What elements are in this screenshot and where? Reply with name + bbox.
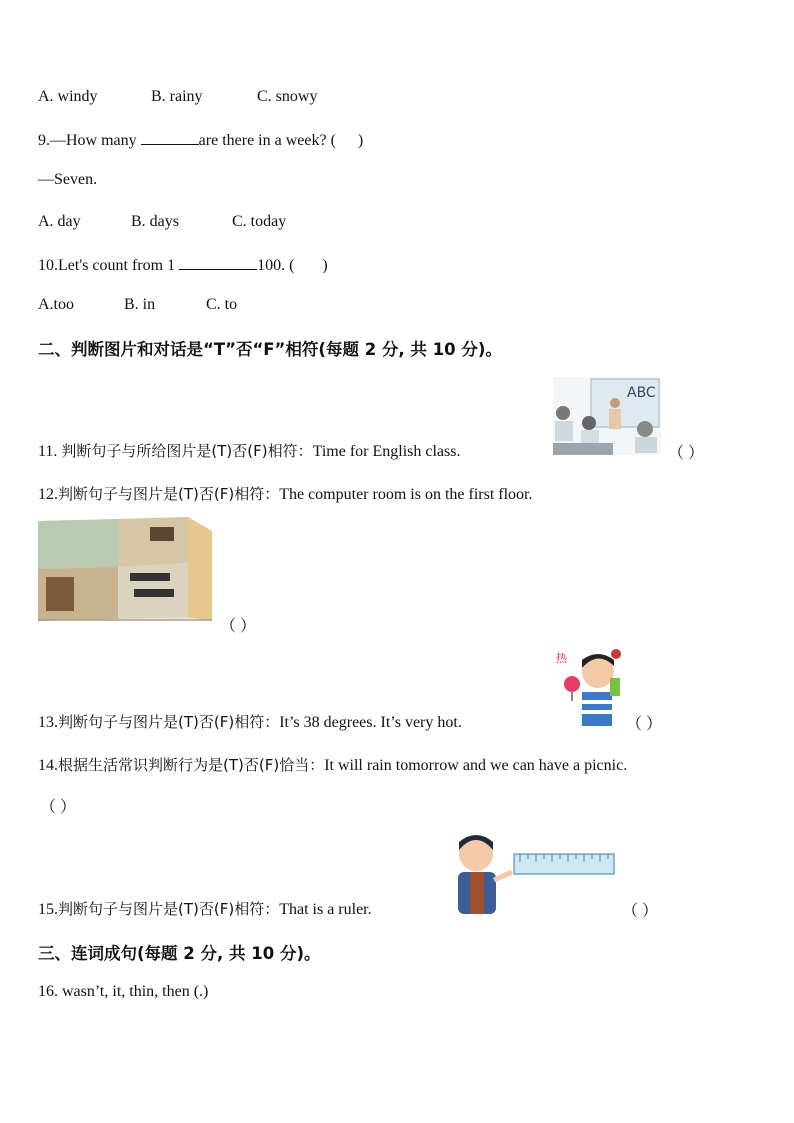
section-3-heading: 三、连词成句(每题 2 分, 共 10 分)。 — [38, 944, 321, 963]
q9-prefix: 9.—How many — [38, 132, 141, 149]
q9-suffix: are there in a week? ( — [198, 132, 336, 149]
fan-handle — [571, 691, 573, 701]
q9-reply: —Seven. — [38, 171, 98, 188]
q10-suffix: 100. ( — [257, 257, 295, 274]
q9-option-a[interactable]: A. day — [38, 213, 81, 230]
q15-sentence: That is a ruler. — [279, 901, 372, 918]
q12-sentence: The computer room is on the first floor. — [279, 486, 533, 503]
q12-instruction: 判断句子与图片是(T)否(F)相符： — [58, 485, 280, 503]
boy-scarf — [470, 872, 484, 914]
student-head — [556, 406, 570, 420]
q15-number: 15. — [38, 901, 58, 918]
q12-question — [38, 483, 532, 504]
q14-number: 14. — [38, 757, 58, 774]
room-top-right — [118, 517, 188, 567]
q11-answer-paren[interactable]: （ ） — [668, 445, 705, 462]
pointing-arm — [494, 872, 512, 880]
classroom-picture — [553, 377, 661, 455]
q14-question — [38, 754, 627, 775]
q8-option-c[interactable]: C. snowy — [257, 88, 318, 105]
fan — [564, 676, 580, 692]
towel — [610, 678, 620, 696]
stripe — [582, 710, 612, 714]
q9-option-c[interactable]: C. today — [232, 213, 287, 230]
q8-options — [38, 88, 317, 106]
q15-question — [38, 898, 372, 919]
room-top-left — [38, 519, 118, 569]
stairs-side — [188, 517, 212, 621]
q11-question — [38, 440, 460, 461]
wall-board — [150, 527, 174, 541]
q12-number: 12. — [38, 486, 58, 503]
student-head — [582, 416, 596, 430]
q14-answer-paren[interactable]: （ ） — [40, 799, 77, 816]
q12-answer-paren[interactable]: （ ） — [220, 618, 257, 635]
q11-number: 11. — [38, 443, 62, 460]
q8-option-b[interactable]: B. rainy — [151, 88, 203, 105]
striped-shirt — [582, 692, 612, 726]
q9-option-b[interactable]: B. days — [131, 213, 179, 230]
q9-blank[interactable] — [141, 130, 199, 145]
q13-instruction: 判断句子与图片是(T)否(F)相符： — [58, 713, 280, 731]
ruler-picture — [448, 832, 616, 916]
desk — [553, 443, 613, 455]
q11-instruction: 判断句子与所给图片是(T)否(F)相符： — [61, 442, 313, 460]
stripe — [582, 700, 612, 704]
hot-girl-picture — [552, 648, 626, 728]
school-building-picture — [38, 517, 212, 621]
q10-options — [38, 296, 237, 314]
student-body — [555, 421, 573, 441]
student-head — [637, 421, 653, 437]
teacher-head — [610, 398, 620, 408]
computer-row — [134, 589, 174, 597]
ruler — [514, 854, 614, 874]
computer-row — [130, 573, 170, 581]
q8-option-a[interactable]: A. windy — [38, 88, 98, 105]
q9-options — [38, 213, 286, 231]
bookshelf — [46, 577, 74, 611]
q9-close: ) — [357, 132, 364, 149]
q10-option-a[interactable]: A.too — [38, 296, 74, 313]
q10-blank[interactable] — [179, 255, 257, 270]
q10-option-b[interactable]: B. in — [124, 296, 156, 313]
q13-question — [38, 711, 462, 732]
section-2-heading: 二、判断图片和对话是“T”否“F”相符(每题 2 分, 共 10 分)。 — [38, 340, 502, 359]
student-body — [635, 437, 657, 453]
q16-question: 16. wasn’t, it, thin, then (.) — [38, 983, 209, 1000]
q10-option-c[interactable]: C. to — [206, 296, 238, 313]
q10-prefix: 10.Let's count from 1 — [38, 257, 180, 274]
q10-question — [38, 255, 328, 275]
teacher-body — [609, 409, 621, 429]
q14-sentence: It will rain tomorrow and we can have a picnic. — [324, 757, 628, 774]
board-text: ABC — [627, 385, 656, 401]
q15-answer-paren[interactable]: （ ） — [622, 903, 659, 920]
q15-instruction: 判断句子与图片是(T)否(F)相符： — [58, 900, 280, 918]
q14-instruction: 根据生活常识判断行为是(T)否(F)恰当： — [58, 756, 325, 774]
q13-answer-paren[interactable]: （ ） — [626, 716, 663, 733]
q9-question — [38, 130, 363, 150]
q10-close: ) — [322, 257, 328, 274]
q13-number: 13. — [38, 714, 58, 731]
q13-sentence: It’s 38 degrees. It’s very hot. — [279, 714, 462, 731]
hot-label: 热 — [556, 652, 567, 665]
q11-sentence: Time for English class. — [312, 443, 461, 460]
hair-bun — [611, 649, 621, 659]
